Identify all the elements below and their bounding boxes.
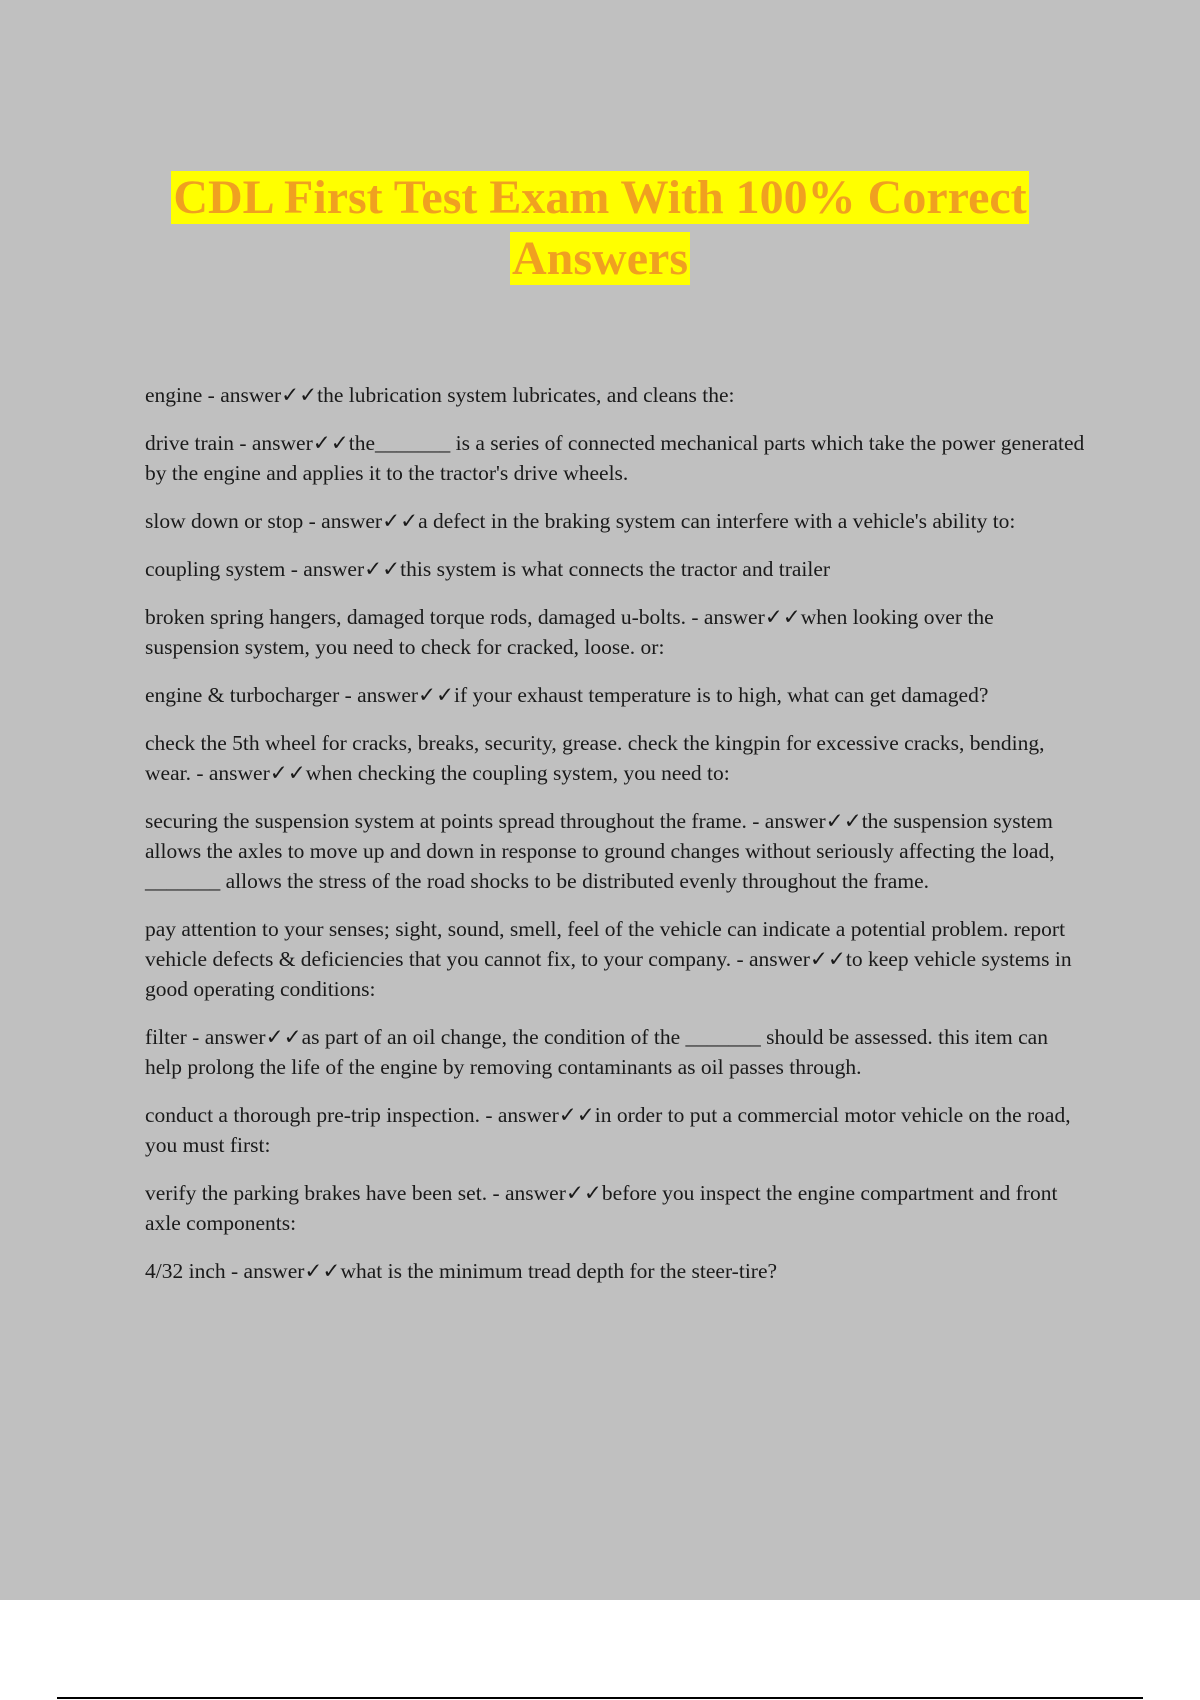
qa-item: engine & turbocharger - answer✓✓if your exhaust temperature is to high, what can get damaged? [145, 683, 989, 707]
qa-item: conduct a thorough pre-trip inspection. - answer✓✓in order to put a commercial motor vehicle on the road, you must first: [145, 1103, 1071, 1157]
footer-divider [57, 1697, 1143, 1699]
qa-item: check the 5th wheel for cracks, breaks, security, grease. check the kingpin for excessive cracks, bending, wear. - answer✓✓when checking the coupling system, you need to: [145, 731, 1045, 785]
qa-item: 4/32 inch - answer✓✓what is the minimum tread depth for the steer-tire? [145, 1259, 778, 1283]
qa-item: slow down or stop - answer✓✓a defect in the braking system can interfere with a vehicle's ability to: [145, 509, 1016, 533]
qa-item: broken spring hangers, damaged torque rods, damaged u-bolts. - answer✓✓when looking over the suspension system, you need to check for cracked, loose. or: [145, 605, 994, 659]
qa-item: coupling system - answer✓✓this system is what connects the tractor and trailer [145, 557, 831, 581]
qa-item: pay attention to your senses; sight, sound, smell, feel of the vehicle can indicate a potential problem. report vehicle defects & deficiencies that you cannot fix, to your company. - answer✓✓to keep vehicle systems in good operating conditions: [145, 917, 1072, 1001]
qa-list [145, 380, 1090, 1304]
document-title [0, 167, 1200, 289]
qa-item: engine - answer✓✓the lubrication system lubricates, and cleans the: [145, 383, 735, 407]
qa-item: securing the suspension system at points spread throughout the frame. - answer✓✓the suspension system allows the axles to move up and down in response to ground changes without seriously affecting the load, _______ allows the stress of the road shocks to be distributed evenly throughout the frame. [145, 809, 1055, 893]
qa-item: filter - answer✓✓as part of an oil change, the condition of the _______ should be assessed. this item can help prolong the life of the engine by removing contaminants as oil passes through. [145, 1025, 1048, 1079]
qa-item: drive train - answer✓✓the_______ is a series of connected mechanical parts which take the power generated by the engine and applies it to the tractor's drive wheels. [145, 431, 1085, 485]
qa-item: verify the parking brakes have been set. - answer✓✓before you inspect the engine compartment and front axle components: [145, 1181, 1058, 1235]
title-line-1: CDL First Test Exam With 100% Correct [173, 171, 1027, 224]
title-line-2: Answers [512, 232, 688, 285]
